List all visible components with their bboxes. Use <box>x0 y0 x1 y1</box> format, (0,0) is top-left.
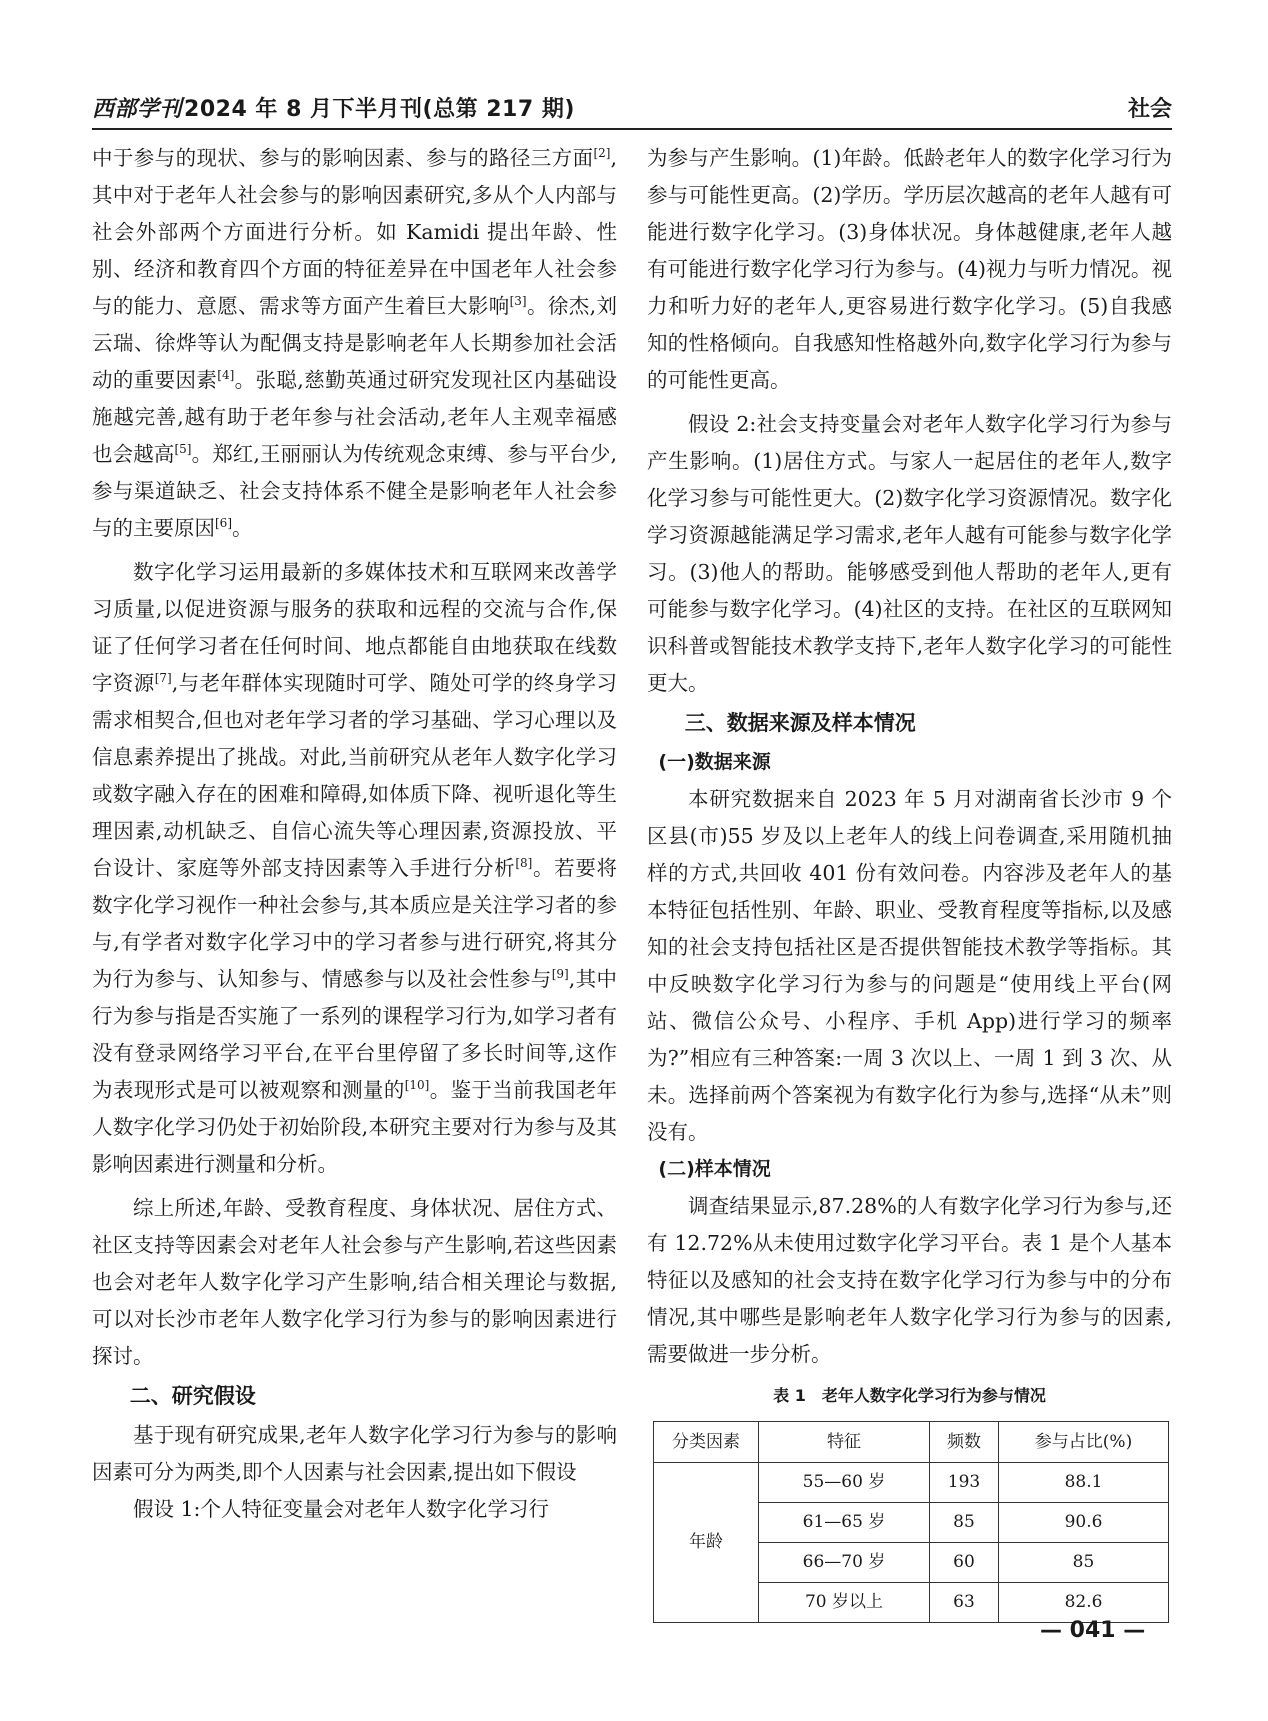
table-header-row <box>654 1422 1169 1463</box>
table-cell: 70 岁以上 <box>759 1583 930 1623</box>
table-cell: 60 <box>930 1543 999 1583</box>
table-cell: 55—60 岁 <box>759 1463 930 1503</box>
text: 中于参与的现状、参与的影响因素、参与的路径三方面 <box>92 146 594 170</box>
citation: [7] <box>154 671 172 686</box>
table-header: 特征 <box>759 1422 930 1463</box>
running-header <box>92 92 1172 126</box>
table-cell: 88.1 <box>999 1463 1169 1503</box>
paragraph: 基于现有研究成果,老年人数字化学习行为参与的影响因素可分为两类,即个人因素与社会因素,提出如下假设 <box>92 1423 617 1484</box>
paragraph: 本研究数据来自 2023 年 5 月对湖南省长沙市 9 个区县(市)55 岁及以上老年人的线上问卷调查,采用随机抽样的方式,共回收 401 份有效问卷。内容涉及老年人的基本特征包括性别、年龄、职业、受教育程度等指标,以及感知的社会支持包括社区是否提供智能技术教学等指标。其中反映数字化学习行为参与的问题是“使用线上平台(网站、微信公众号、小程序、手机 App)进行学习的频率为?”相应有三种答案:一周 3 次以上、一周 1 到 3 次、从未。选择前两个答案视为有数字化行为参与,选择“从未”则没有。 <box>647 787 1172 1144</box>
issue-label: 2024 年 8 月下半月刊(总第 217 期) <box>184 97 575 122</box>
citation: [10] <box>404 1078 430 1093</box>
text: ,与老年群体实现随时可学、随处可学的终身学习需求相契合,但也对老年学习者的学习基础、学习心理以及信息素养提出了挑战。对此,当前研究从老年人数字化学习或数字融入存在的困难和障碍,如体质下降、视听退化等生理因素,动机缺乏、自信心流失等心理因素,资源投放、平台设计、家庭等外部支持因素等入手进行分析 <box>92 671 618 880</box>
citation: [5] <box>174 442 192 457</box>
paragraph <box>92 140 617 547</box>
table-cell: 85 <box>930 1503 999 1543</box>
journal-issue <box>92 92 575 123</box>
subsection-heading: (二)样本情况 <box>658 1158 771 1180</box>
paragraph <box>92 554 617 1183</box>
journal-logo: 西部学刊 <box>92 96 183 122</box>
table-group-cell: 年龄 <box>654 1463 759 1623</box>
text: ,其中对于老年人社会参与的影响因素研究,多从个人内部与社会外部两个方面进行分析。如 Kamidi 提出年龄、性别、经济和教育四个方面的特征差异在中国老年人社会参与的能力、意愿、需求等方面产生着巨大影响 <box>92 146 617 318</box>
text: 。张聪,慈勤英通过研究发现社区内基础设施越完善,越有助于老年参与社会活动,老年人主观幸福感也会越高 <box>92 368 618 466</box>
text: 。郑红,王丽丽认为传统观念束缚、参与平台少,参与渠道缺乏、社会支持体系不健全是影响老年人社会参与的主要原因 <box>92 442 617 540</box>
paragraph: 综上所述,年龄、受教育程度、身体状况、居住方式、社区支持等因素会对老年人社会参与产生影响,若这些因素也会对老年人数字化学习产生影响,结合相关理论与数据,可以对长沙市老年人数字化学习行为参与的影响因素进行探讨。 <box>92 1196 617 1368</box>
text: 。若要将数字化学习视作一种社会参与,其本质应是关注学习者的参与,有学者对数字化学习中的学习者参与进行研究,将其分为行为参与、认知参与、情感参与以及社会性参与 <box>92 856 618 991</box>
text: 数字化学习运用最新的多媒体技术和互联网来改善学习质量,以促进资源与服务的获取和远程的交流与合作,保证了任何学习者在任何时间、地点都能自由地获取在线数字资源 <box>92 560 617 695</box>
paragraph: 假设 2:社会支持变量会对老年人数字化学习行为参与产生影响。(1)居住方式。与家人一起居住的老年人,数字化学习参与可能性更大。(2)数字化学习资源情况。数字化学习资源越能满足学习需求,老年人越有可能参与数字化学习。(3)他人的帮助。能够感受到他人帮助的老年人,更有可能参与数字化学习。(4)社区的支持。在社区的互联网知识科普或智能技术教学支持下,老年人数字化学习的可能性更大。 <box>647 412 1172 695</box>
citation: [3] <box>509 294 527 309</box>
table-cell: 61—65 岁 <box>759 1503 930 1543</box>
citation: [9] <box>551 967 569 982</box>
header-rule <box>92 128 1172 130</box>
right-column <box>647 140 1172 1623</box>
table-cell: 85 <box>999 1543 1169 1583</box>
table-caption: 表 1 老年人数字化学习行为参与情况 <box>773 1386 1046 1405</box>
paragraph: 假设 1:个人特征变量会对老年人数字化学习行 <box>133 1497 549 1521</box>
table-header: 参与占比(%) <box>999 1422 1169 1463</box>
data-table <box>653 1421 1169 1623</box>
table-header: 分类因素 <box>654 1422 759 1463</box>
citation: [4] <box>217 368 235 383</box>
section-heading: 二、研究假设 <box>129 1384 256 1408</box>
text: 。 <box>232 516 253 540</box>
text: 。徐杰,刘云瑞、徐烨等认为配偶支持是影响老年人长期参加社会活动的重要因素 <box>92 294 617 392</box>
table-cell: 193 <box>930 1463 999 1503</box>
subsection-heading: (一)数据来源 <box>658 751 771 773</box>
text: 。鉴于当前我国老年人数字化学习仍处于初始阶段,本研究主要对行为参与及其影响因素进行测量和分析。 <box>92 1078 618 1176</box>
table-cell: 90.6 <box>999 1503 1169 1543</box>
citation: [6] <box>215 516 232 531</box>
table-cell: 66—70 岁 <box>759 1543 930 1583</box>
page-number: — 041 — <box>1040 1618 1146 1643</box>
section-heading: 三、数据来源及样本情况 <box>684 711 916 735</box>
paragraph: 为参与产生影响。(1)年龄。低龄老年人的数字化学习行为参与可能性更高。(2)学历。学历层次越高的老年人越有可能进行数字化学习。(3)身体状况。身体越健康,老年人越有可能进行数字化学习行为参与。(4)视力与听力情况。视力和听力好的老年人,更容易进行数字化学习。(5)自我感知的性格倾向。自我感知性格越外向,数字化学习行为参与的可能性更高。 <box>647 146 1172 392</box>
paragraph: 调查结果显示,87.28%的人有数字化学习行为参与,还有 12.72%从未使用过数字化学习平台。表 1 是个人基本特征以及感知的社会支持在数字化学习行为参与中的分布情况,其中哪些是影响老年人数字化学习行为参与的因素,需要做进一步分析。 <box>647 1194 1172 1366</box>
table-header: 频数 <box>930 1422 999 1463</box>
citation: [2] <box>593 146 611 161</box>
text: ,其中行为参与指是否实施了一系列的课程学习行为,如学习者有没有登录网络学习平台,在平台里停留了多长时间等,这作为表现形式是可以被观察和测量的 <box>92 967 617 1102</box>
table-cell: 82.6 <box>999 1583 1169 1623</box>
citation: [8] <box>515 856 533 871</box>
table-row <box>654 1463 1169 1503</box>
left-column <box>92 140 617 1528</box>
table-cell: 63 <box>930 1583 999 1623</box>
section-label: 社会 <box>1127 97 1172 122</box>
